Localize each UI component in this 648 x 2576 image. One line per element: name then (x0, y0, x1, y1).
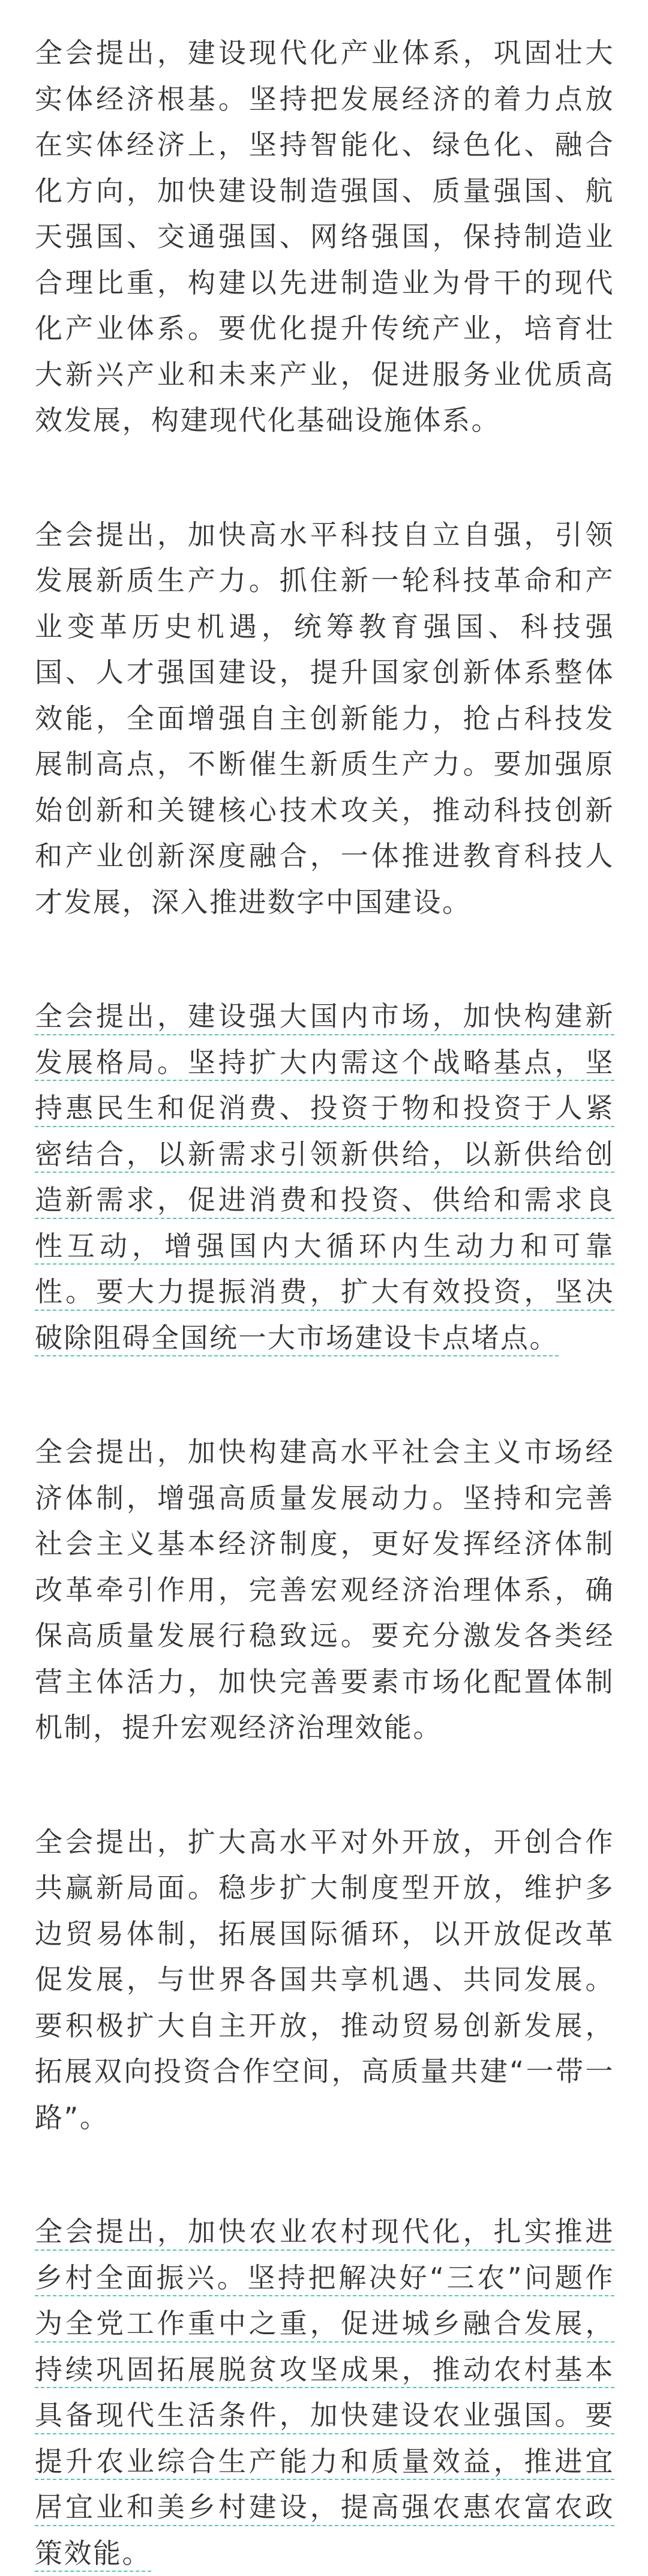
paragraph-industry-system: 全会提出，建设现代化产业体系，巩固壮大实体经济根基。坚持把发展经济的着力点放在实体经济上，坚持智能化、绿色化、融合化方向，加快建设制造强国、质量强国、航天强国、交通强国、网络强国，保持制造业合理比重，构建以先进制造业为骨干的现代化产业体系。要优化提升传统产业，培育壮大新兴产业和未来产业，促进服务业优质高效发展，构建现代化基础设施体系。 (35, 37, 614, 436)
paragraph-tech-self-reliance: 全会提出，加快高水平科技自立自强，引领发展新质生产力。抓住新一轮科技革命和产业变革历史机遇，统筹教育强国、科技强国、人才强国建设，提升国家创新体系整体效能，全面增强自主创新能力，抢占科技发展制高点，不断催生新质生产力。要加强原始创新和关键核心技术攻关，推动科技创新和产业创新深度融合，一体推进教育科技人才发展，深入推进数字中国建设。 (35, 518, 614, 918)
paragraph-opening-up: 全会提出，扩大高水平对外开放，开创合作共赢新局面。稳步扩大制度型开放，维护多边贸易体制，拓展国际循环，以开放促改革促发展，与世界各国共享机遇、共同发展。要积极扩大自主开放，推动贸易创新发展，拓展双向投资合作空间，高质量共建“一带一路”。 (35, 1825, 614, 2134)
paragraph-market-economy: 全会提出，加快构建高水平社会主义市场经济体制，增强高质量发展动力。坚持和完善社会主义基本经济制度，更好发挥经济体制改革牵引作用，完善宏观经济治理体系，确保高质量发展行稳致远。要充分激发各类经营主体活力，加快完善要素市场化配置体制机制，提升宏观经济治理效能。 (35, 1436, 614, 1744)
article-body (35, 30, 614, 2576)
paragraph-domestic-market: 全会提出，建设强大国内市场，加快构建新发展格局。坚持扩大内需这个战略基点，坚持惠民生和促消费、投资于物和投资于人紧密结合，以新需求引领新供给，以新供给创造新需求，促进消费和投资、供给和需求良性互动，增强国内大循环内生动力和可靠性。要大力提振消费，扩大有效投资，坚决破除阻碍全国统一大市场建设卡点堵点。 (35, 1000, 614, 1354)
paragraph-rural-modernization: 全会提出，加快农业农村现代化，扎实推进乡村全面振兴。坚持把解决好“三农”问题作为全党工作重中之重，促进城乡融合发展，持续巩固拓展脱贫攻坚成果，推动农村基本具备现代生活条件，加快建设农业强国。要提升农业综合生产能力和质量效益，推进宜居宜业和美乡村建设，提高强农惠农富农政策效能。 (35, 2215, 614, 2569)
